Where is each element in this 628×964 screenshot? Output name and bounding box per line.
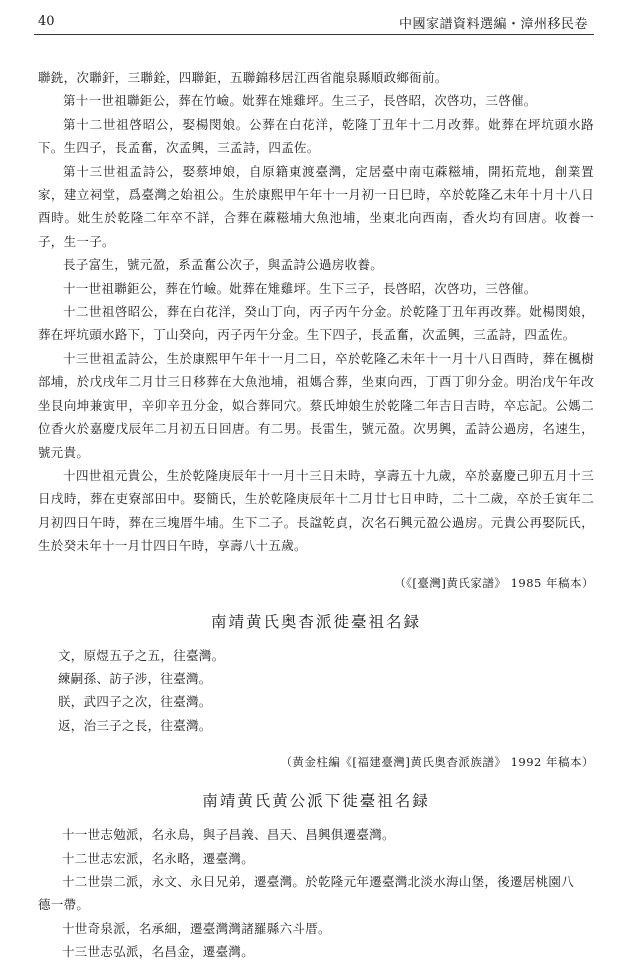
source-citation: （《[臺灣]黄氏家譜》 1985 年稿本）	[394, 575, 594, 590]
paragraph: 第十二世祖啓昭公，娶楊閔娘。公葬在白花洋，乾隆丁丑年十二月改葬。妣葬在坪坑頭水路下。生四子，長孟奮，次孟興，三孟詩，四孟佐。	[38, 116, 594, 156]
list-item: 十三世志弘派，名昌金，遷臺灣。	[62, 944, 255, 960]
list-item: 十二世志宏派，名永略，遷臺灣。	[62, 850, 255, 866]
name-list	[38, 644, 594, 738]
section-huanggong-branch	[38, 789, 594, 963]
page-number: 40	[38, 14, 55, 29]
list-item: 十世奇泉派，名承細，遷臺灣灣諸羅縣六斗厝。	[62, 920, 331, 936]
paragraph: 第十三世祖孟詩公，娶蔡坤娘，自原籍東渡臺灣，定居臺中南屯蔴糍埔，開拓荒地，創業置家，建立祠堂，爲臺灣之始祖公。生於康熙甲午年十一月初一日巳時，卒於乾隆乙未年十月十八日酉時。妣生於乾隆二年卒不詳，合葬在蔴糍埔大魚池埔，坐東北向西南，香火均有回唐。收養一子，生一子。	[38, 163, 594, 249]
page-body	[38, 66, 594, 964]
list-item: 十二世崇二派，永文、永日兄弟，遷臺灣。於乾隆元年遷臺灣北淡水海山堡，後遷居桃園八	[62, 873, 575, 889]
list-item: 練嗣孫、訪子涉，往臺灣。	[58, 670, 212, 686]
list-item-continuation: 德一帶。	[38, 897, 90, 913]
section-title: 南靖黄氏黄公派下徙臺祖名録	[202, 792, 430, 811]
paragraph: 十三世祖孟詩公，生於康熙甲午年十一月二日，卒於乾隆乙未年十一月十八日酉時，葬在楓樹部埔，於戊戌年二月廿三日移葬在大魚池埔，祖媽合葬，坐東向西，丁酉丁卯分金。明治戊午年改坐艮向坤兼寅甲，辛卯辛丑分金，姒合葬同穴。蔡氏坤娘生於乾隆二年吉日吉時，卒忘記。公媽二位香火於嘉慶戊辰年二月初五日回唐。有二男。長雷生，號元盈。次男興，孟詩公過房，名速生，號元貴。	[38, 350, 594, 460]
paragraph: 聯銑，次聯釬，三聯銓，四聯鉅，五聯錦移居江西省龍泉縣順政鄉衙前。	[38, 70, 448, 85]
paragraph: 十四世祖元貴公，生於乾隆庚辰年十一月十三日未時，享壽五十九歲，卒於嘉慶己卯五月十三日戌時，葬在吏寮部田中。娶簡氏，生於乾隆庚辰年十二月廿七日申時，二十二歲，卒於壬寅年二月初四日午時，葬在三塊厝牛埔。生下二子。長諡乾貞，次名石興元盈公過房。元貴公再娶阮氏，生於癸未年十一月廿四日午時，享壽八十五歲。	[38, 467, 594, 554]
section-title: 南靖黄氏奥杳派徙臺祖名録	[210, 612, 421, 631]
paragraph: 長子富生，號元盈，系孟奮公次子，與孟詩公過房收養。	[63, 257, 384, 273]
list-item: 朕，武四子之次，往臺灣。	[58, 694, 212, 710]
list-item: 返，治三子之長，往臺灣。	[58, 717, 212, 733]
name-list	[38, 823, 594, 963]
page-header	[34, 8, 594, 35]
list-item: 文，原煜五子之五，往臺灣。	[58, 647, 225, 663]
paragraph: 十一世祖聯鉅公，葬在竹嶮。妣葬在雉雞坪。生下三子，長啓昭，次啓功，三啓催。	[63, 280, 537, 296]
running-title: 中國家譜資料選編・漳州移民卷	[398, 17, 588, 32]
section-genealogy	[38, 66, 594, 594]
section-aoyao-branch	[38, 610, 594, 774]
paragraph: 第十一世祖聯鉅公，葬在竹嶮。妣葬在雉雞坪。生三子，長啓昭，次啓功，三啓催。	[63, 93, 537, 109]
source-citation: （黄金柱編《[福建臺灣]黄氏奥杳派族譜》 1992 年稿本）	[280, 755, 594, 770]
list-item: 十一世志勉派，名永鳥，與子昌義、昌天、昌興俱遷臺灣。	[62, 827, 395, 843]
paragraph: 十二世祖啓昭公，葬在白花洋，癸山丁向，丙子丙午分金。於乾隆丁丑年再改葬。妣楊閔娘，葬在坪坑頭水路下，丁山癸向，丙子丙午分金。生下四子，長孟奮，次孟興，三孟詩，四孟佐。	[38, 304, 594, 343]
